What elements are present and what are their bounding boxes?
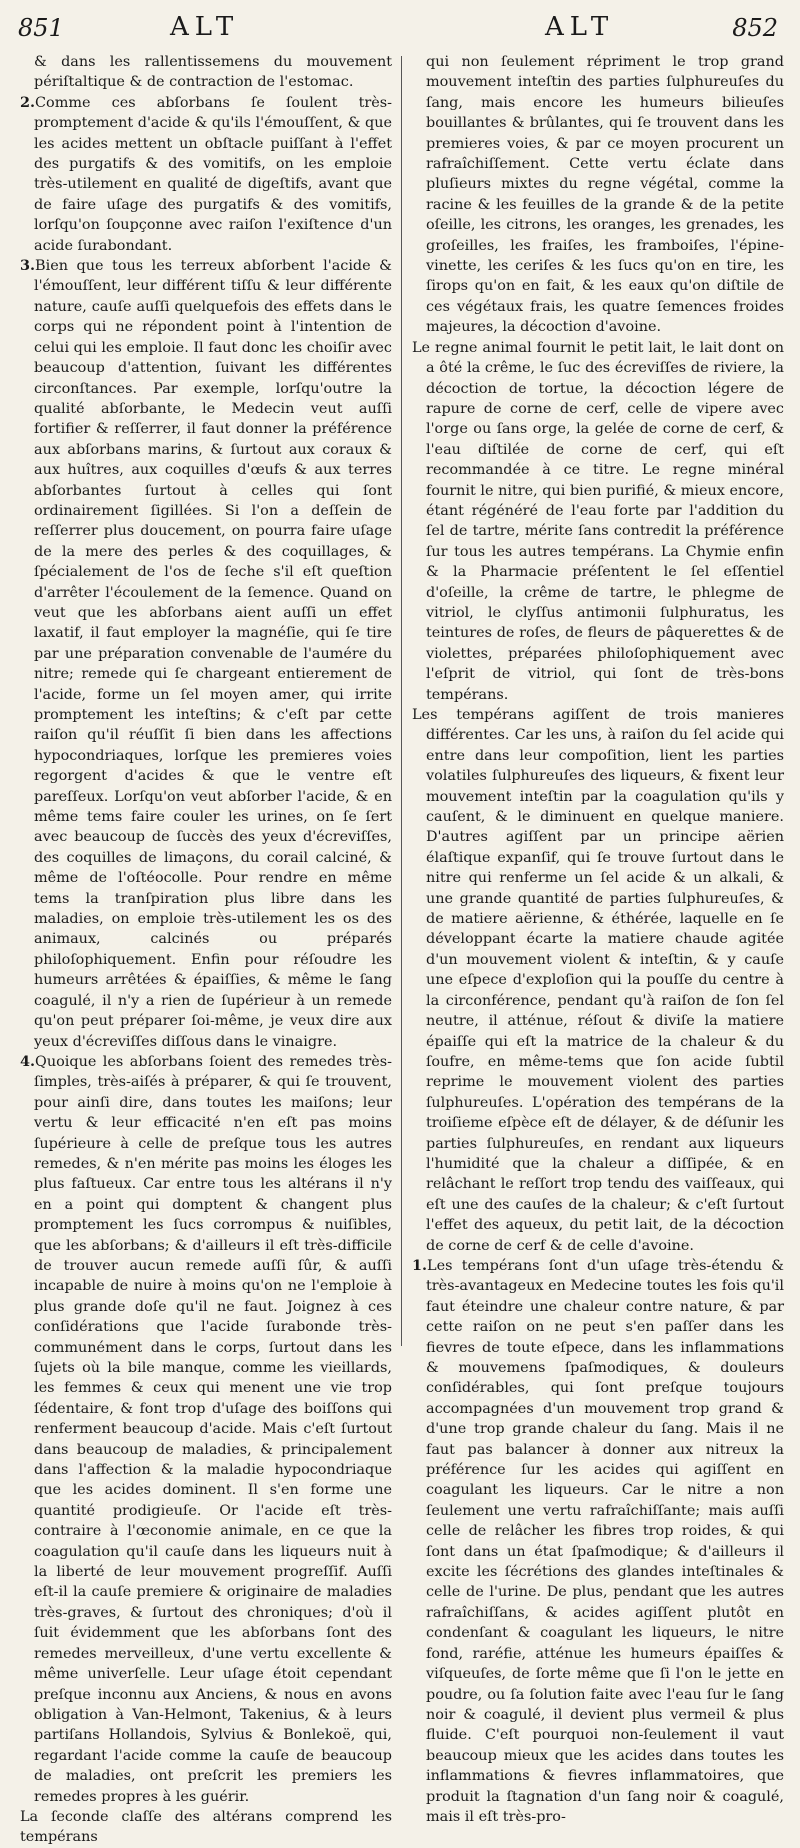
- left-text-column: [20, 52, 392, 1846]
- paragraph: [20, 256, 392, 1052]
- right-text-column: [412, 52, 784, 1825]
- paragraph: [20, 1052, 392, 1807]
- paragraph-number: 2.: [20, 93, 36, 111]
- paragraph-number: 3.: [20, 257, 36, 275]
- paragraph: [20, 52, 392, 93]
- paragraph-text: Le regne animal fournit le petit lait, le lait dont on a ôté la crême, le ſuc des écreviſſes de riviere, la décoction de tortue, la décoction légere de rapure de corne de cerf, celle de vipere avec l'orge ou ſans orge, la gelée de corne de cerf, & l'eau diſtilée de corne de cerf, qui eſt recommandée à ce titre. Le regne minéral fournit le nitre, qui bien purifié, & mieux encore, étant régénéré de l'eau forte par l'addition du ſel de tartre, mérite ſans contredit la préférence ſur tous les autres tempérans. La Chymie enfin & la Pharmacie préſentent le ſel eſſentiel d'oſeille, la crême de tartre, le phlegme de vitriol, le clyſſus antimonii ſulphuratus, les teintures de roſes, de fleurs de pâquerettes & de violettes, préparées philoſophiquement avec l'eſprit de vitriol, qui ſont de très-bons tempérans.: [412, 339, 784, 703]
- right-running-head: ALT: [545, 12, 615, 42]
- left-page-number: 851: [18, 14, 64, 42]
- paragraph-text: Les tempérans ſont d'un uſage très-étendu & très-avantageux en Medecine toutes les fois qu'il faut éteindre une chaleur contre nature, & par cette raiſon on ne peut s'en paſſer dans les fievres de toute eſpece, dans les inflammations & mouvemens ſpaſmodiques, & douleurs conſidérables, qui ſont preſque toujours accompagnées d'un mouvement trop grand & d'une trop grande chaleur du ſang. Mais il ne faut pas balancer à donner aux nitreux la préférence ſur les acides qui agiſſent en coagulant les liqueurs. Car le nitre a non ſeulement une vertu rafraîchiſſante; mais auſſi celle de relâcher les fibres trop roides, & qui ſont dans un état ſpaſmodique; & d'ailleurs il excite les ſécrétions des glandes inteſtinales & celle de l'urine. De plus, pendant que les autres rafraîchiſſans, & acides agiſſent plutôt en condenſant & coagulant les liqueurs, le nitre fond, raréfie, atténue les humeurs épaiſſes & viſqueuſes, de ſorte même que ſi l'on le jette en poudre, ou ſa ſolution faite avec l'eau ſur le ſang noir & coagulé, il devient plus vermeil & plus fluide. C'eſt pourquoi non-ſeulement il vaut beaucoup mieux que les acides dans toutes les inflammations & fievres inflammatoires, que produit la ſtagnation d'un ſang noir & coagulé, mais il eſt très-pro-: [426, 1257, 784, 1825]
- paragraph: [20, 1807, 392, 1848]
- paragraph-number: 1.: [412, 1256, 428, 1274]
- left-running-head: ALT: [170, 12, 240, 42]
- paragraph-text: La ſeconde claſſe des altérans comprend les tempérans: [20, 1808, 392, 1846]
- paragraph-text: Bien que tous les terreux abſorbent l'acide & l'émouſſent, leur différent tiſſu & leur différente nature, cauſe auſſi quelquefois des effets dans le corps qui ne répondent point à l'intention de celui qui les emploie. Il faut donc les choiſir avec beaucoup d'attention, ſuivant les différentes circonſtances. Par exemple, lorſqu'outre la qualité abſorbante, le Medecin veut auſſi fortifier & reſſerrer, il faut donner la préférence aux abſorbans marins, & ſurtout aux coraux & aux huîtres, aux coquilles d'œufs & aux terres abſorbantes ſurtout à celles qui ſont ordinairement ſigillées. Si l'on a deſſein de reſſerrer plus doucement, on pourra faire uſage de la mere des perles & des coquillages, & ſpécialement de l'os de ſeche s'il eſt queſtion d'arrêter l'écoulement de la ſemence. Quand on veut que les abſorbans aient auſſi un effet laxatif, il faut employer la magnéſie, qui ſe tire par une préparation convenable de l'aumére du nitre; remede qui ſe chargeant entierement de l'acide, forme un ſel moyen amer, qui irrite promptement les inteſtins; & c'eſt par cette raiſon qu'il réuſſit ſi bien dans les affections hypocondriaques, lorſque les premieres voies regorgent d'acides & que le ventre eſt pareſſeux. Lorſqu'on veut abſorber l'acide, & en même tems faire couler les urines, on ſe ſert avec beaucoup de ſuccès des yeux d'écreviſſes, des coquilles de limaçons, du corail calciné, & même de l'oſtéocolle. Pour rendre en même tems la tranſpiration plus libre dans les maladies, on emploie très-utilement les os des animaux, calcinés ou préparés philoſophiquement. Enfin pour réſoudre les humeurs arrêtées & épaiſſies, & même le ſang coagulé, il n'y a rien de ſupérieur à un remede qu'on peut préparer ſoi-même, je veux dire aux yeux d'écreviſſes diſſous dans le vinaigre.: [34, 258, 392, 1050]
- paragraph: [20, 93, 392, 256]
- paragraph-text: & dans les rallentissemens du mouvement périſtaltique & de contraction de l'estomac.: [34, 54, 392, 91]
- paragraph-number: 4.: [20, 1052, 36, 1070]
- paragraph: [412, 338, 784, 705]
- paragraph: [412, 52, 784, 338]
- paragraph-text: Comme ces abſorbans ſe ſoulent très-promptement d'acide & qu'ils l'émouſſent, & que les acides mettent un obſtacle puiſſant à l'effet des purgatifs & des vomitifs, on les emploie très-utilement en qualité de digeſtifs, avant que de faire uſage des purgatifs & des vomitifs, lorſqu'on ſoupçonne avec raiſon l'exiſtence d'un acide ſurabondant.: [34, 94, 392, 254]
- paragraph-text: qui non ſeulement répriment le trop grand mouvement inteſtin des parties ſulphureuſes du ſang, mais encore les humeurs bilieuſes bouillantes & brûlantes, qui ſe trouvent dans les premieres voies, & par ce moyen procurent un rafraîchiſſement. Cette vertu éclate dans pluſieurs mixtes du regne végétal, comme la racine & les feuilles de la grande & de la petite oſeille, les citrons, les oranges, les grenades, les groſeilles, les fraiſes, les framboiſes, l'épine-vinette, les ceriſes & les ſucs qu'on en tire, les ſirops qu'on en fait, & les eaux qu'on diſtile de ces végétaux frais, les quatre ſemences froides majeures, la décoction d'avoine.: [426, 54, 784, 336]
- column-divider: [401, 56, 402, 1346]
- page-header: [0, 0, 800, 52]
- paragraph: [412, 1256, 784, 1827]
- right-page-number: 852: [732, 14, 778, 42]
- paragraph: [412, 705, 784, 1256]
- paragraph-text: Quoique les abſorbans ſoient des remedes très-ſimples, très-aiſés à préparer, & qui ſe trouvent, pour ainſi dire, dans toutes les maiſons; leur vertu & leur efficacité n'en eſt pas moins ſupérieure à celle de preſque tous les autres remedes, & n'en mérite pas moins les éloges les plus faſtueux. Car entre tous les altérans il n'y en a point qui domptent & changent plus promptement les ſucs corrompus & nuiſibles, que les abſorbans; & d'ailleurs il eſt très-difficile de trouver aucun remede auſſi ſûr, & auſſi incapable de nuire à moins qu'on ne l'emploie à plus grande doſe qu'il ne faut. Joignez à ces conſidérations que l'acide ſurabonde très-communément dans le corps, ſurtout dans les ſujets où la bile manque, comme les vieillards, les femmes & ceux qui menent une vie trop ſédentaire, & font trop d'uſage des boiſſons qui renferment beaucoup d'acide. Mais c'eſt ſurtout dans beaucoup de maladies, & principalement dans l'affection & la maladie hypocondriaque que les acides dominent. Il s'en forme une quantité prodigieuſe. Or l'acide eſt très-contraire à l'œconomie animale, en ce que la coagulation qu'il cauſe dans les liqueurs nuit à la liberté de leur mouvement progreſſif. Auſſi eſt-il la cauſe premiere & originaire de maladies très-graves, & ſurtout des chroniques; d'où il ſuit évidemment que les abſorbans ſont des remedes merveilleux, d'une vertu excellente & même univerſelle. Leur uſage étoit cependant preſque inconnu aux Anciens, & nous en avons obligation à Van-Helmont, Takenius, & à leurs partiſans Hollandois, Sylvius & Bonlekoë, qui, regardant l'acide comme la cauſe de beaucoup de maladies, ont preſcrit les premiers les remedes propres à les guérir.: [34, 1053, 392, 1805]
- paragraph-text: Les tempérans agiſſent de trois manieres différentes. Car les uns, à raiſon du ſel acide qui entre dans leur compoſition, lient les parties volatiles ſulphureuſes des liqueurs, & fixent leur mouvement inteſtin par la coagulation qu'ils y cauſent, & le diminuent en quelque maniere. D'autres agiſſent par un principe aërien élaſtique expanſif, qui ſe trouve ſurtout dans le nitre qui renferme un ſel acide & un alkali, & une grande quantité de parties ſulphureuſes, & de matiere aërienne, & éthérée, laquelle en ſe développant écarte la matiere chaude agitée d'un mouvement violent & inteſtin, & y cauſe une eſpece d'exploſion qui la pouſſe du centre à la circonférence, pendant qu'à raiſon de ſon ſel neutre, il atténue, réſout & diviſe la matiere épaiſſe qui eſt la matrice de la chaleur & du ſoufre, en même-tems que ſon acide ſubtil reprime le mouvement violent des parties ſulphureuſes. L'opération des tempérans de la troiſieme eſpèce eſt de délayer, & de déſunir les parties ſulphureuſes, en rendant aux liqueurs l'humidité que la chaleur a diſſipée, & en relâchant le reſſort trop tendu des vaiſſeaux, qui eſt une des cauſes de la chaleur; & c'eſt ſurtout l'effet des aqueux, du petit lait, de la décoction de corne de cerf & de celle d'avoine.: [412, 707, 784, 1254]
